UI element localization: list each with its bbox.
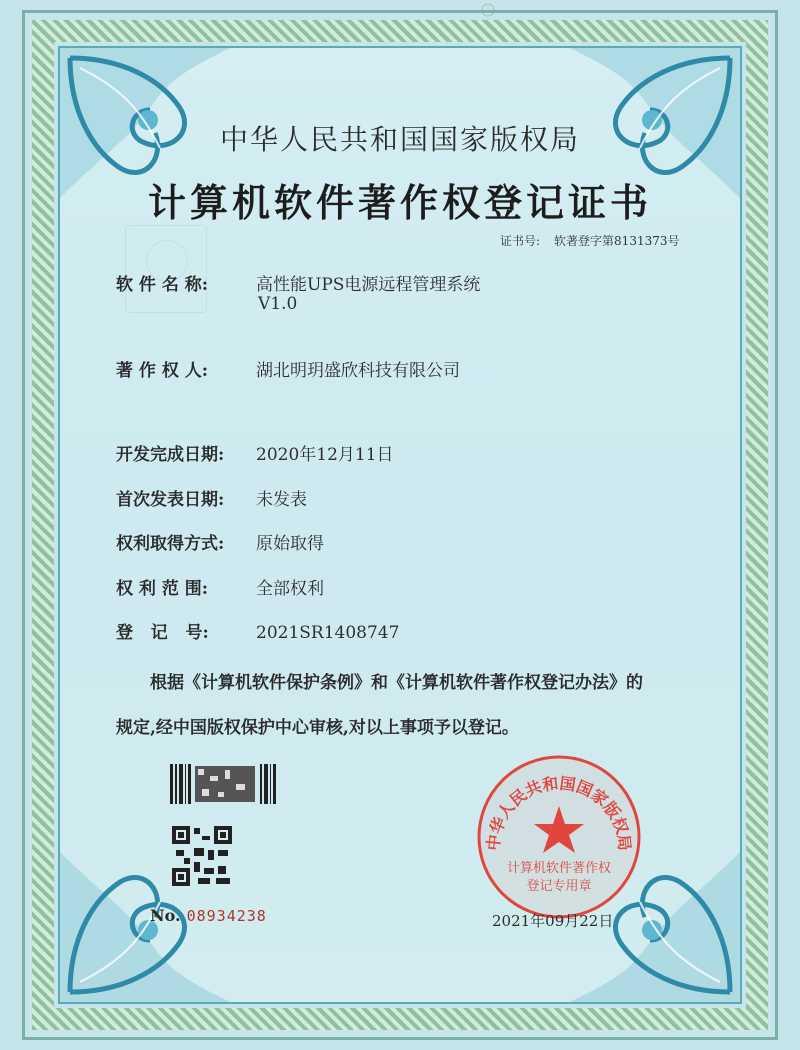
watermark-emblem-icon (125, 225, 207, 313)
field-value: 2021SR1408747 (256, 623, 400, 643)
field-copyright-owner (116, 356, 460, 381)
field-label: 登 记 号: (116, 623, 209, 643)
seal-line-2: 登记专用章 (526, 879, 592, 894)
field-label: 权 利 范 围: (116, 579, 209, 599)
issue-date: 2021年09月22日 (492, 912, 614, 930)
field-value: 湖北明玥盛欣科技有限公司 (256, 361, 460, 381)
field-registration-number (116, 618, 399, 643)
barcode-icon (170, 764, 280, 804)
field-acquisition-method (116, 529, 324, 554)
field-label: 软 件 名 称: (116, 275, 209, 295)
field-completion-date (116, 440, 394, 465)
field-software-name (116, 270, 481, 314)
qr-code-icon (172, 826, 232, 886)
field-label: 首次发表日期: (116, 490, 225, 510)
field-value: 原始取得 (256, 534, 324, 554)
serial-value: 08934238 (186, 907, 267, 925)
field-label: 著 作 权 人: (116, 361, 209, 381)
issuing-authority: 中华人民共和国国家版权局 (219, 123, 580, 156)
field-value-version: V1.0 (258, 294, 298, 314)
certificate-number-label: 证书号: (500, 234, 541, 248)
field-first-publication-date (116, 485, 307, 510)
certificate-number-value: 软著登字第8131373号 (554, 234, 680, 248)
official-seal (476, 754, 642, 920)
certificate-number (500, 232, 680, 249)
seal-ring-text: 中华人民共和国国家版权局 (483, 773, 635, 852)
statement-line-1: 根据《计算机软件保护条例》和《计算机软件著作权登记办法》的 (150, 673, 643, 693)
statement-line-2: 规定,经中国版权保护中心审核,对以上事项予以登记。 (116, 718, 519, 738)
field-value: 2020年12月11日 (256, 445, 394, 465)
field-label: 开发完成日期: (116, 445, 225, 465)
top-ornament-icon (478, 2, 498, 18)
field-value: 未发表 (256, 490, 307, 510)
certificate-title: 计算机软件著作权登记证书 (147, 180, 652, 225)
serial-label: No. (150, 906, 181, 925)
seal-line-1: 计算机软件著作权 (506, 861, 612, 876)
field-value: 高性能UPS电源远程管理系统 (256, 275, 481, 295)
field-value: 全部权利 (256, 579, 324, 599)
field-rights-scope (116, 574, 324, 599)
serial-number (150, 906, 267, 925)
field-label: 权利取得方式: (116, 534, 225, 554)
